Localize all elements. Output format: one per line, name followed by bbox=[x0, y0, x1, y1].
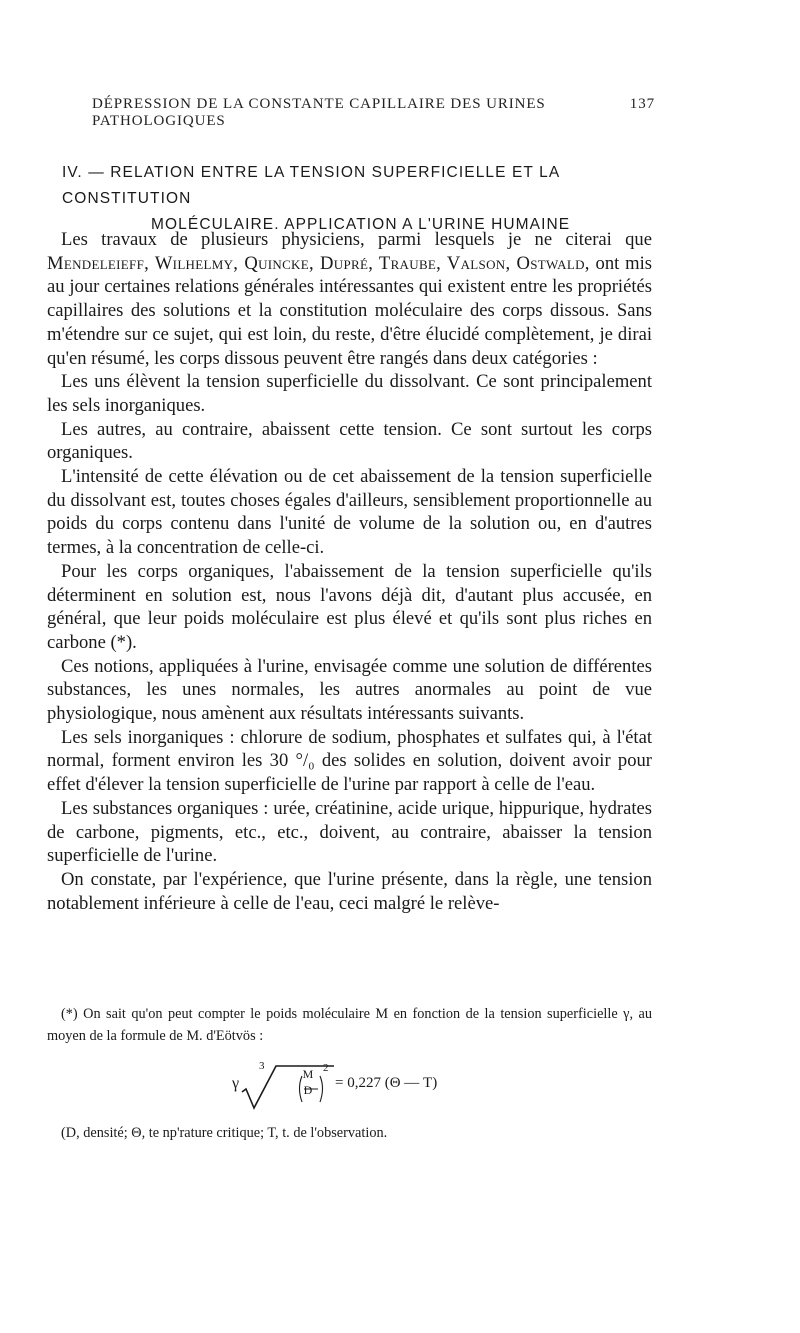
formula-exponent: 2 bbox=[323, 1062, 329, 1074]
footnote-legend: (D, densité; Θ, te np'rature critique; T, t. de l'observation. bbox=[61, 1125, 388, 1141]
paragraph-4: L'intensité de cette élévation ou de cet abaissement de la tension superficielle du dissolvant est, toutes choses égales d'ailleurs, sensiblement proportionnelle au poids du corps contenu dans l'unité de volume de la solution ou, en d'autres termes, à la concentration de celle-ci. bbox=[47, 466, 652, 559]
paragraph-7: Les sels inorganiques : chlorure de sodium, phosphates et sulfates qui, à l'état normal, forment environ les 30 °/₀ des solides en solution, doivent avoir pour effet d'élever la tension superficielle de l'urine par rapport à celle de l'eau. bbox=[47, 726, 652, 796]
section-title bbox=[60, 160, 660, 238]
formula-gamma: γ bbox=[232, 1075, 240, 1092]
paragraph-9: On constate, par l'expérience, que l'urine présente, dans la règle, une tension notablement inférieure à celle de l'eau, ceci malgré le relève- bbox=[47, 868, 652, 914]
section-title-line1: IV. — RELATION ENTRE LA TENSION SUPERFICIELLE ET LA CONSTITUTION bbox=[62, 164, 560, 207]
formula-fraction bbox=[298, 1066, 318, 1098]
formula-rhs: = 0,227 (Θ — T) bbox=[335, 1075, 438, 1091]
paragraph-1-intro: Les travaux de plusieurs physiciens, parmi lesquels je ne citerai que bbox=[61, 229, 652, 250]
paragraph-8: Les substances organiques : urée, créatinine, acide urique, hippurique, hydrates de carbone, pigments, etc., etc., doivent, au contraire, abaisser la tension superficielle de l'urine. bbox=[47, 797, 652, 867]
paragraph-2: Les uns élèvent la tension superficielle du dissolvant. Ce sont principalement les sels inorganiques. bbox=[47, 371, 652, 416]
paragraph-3: Les autres, au contraire, abaissent cette tension. Ce sont surtout les corps organiques. bbox=[47, 418, 652, 464]
formula-numerator: M bbox=[302, 1067, 314, 1081]
formula-root-index: 3 bbox=[259, 1060, 265, 1072]
paragraph-6: Ces notions, appliquées à l'urine, envisagée comme une solution de différentes substances, les unes normales, les autres anormales au point de vue physiologique, nous amènent aux résultats intéressants suivants. bbox=[47, 655, 652, 725]
physicist-names: Mendeleieff, Wilhelmy, Quincke, Dupré, Traube, Valson, Ostwald, bbox=[47, 252, 590, 274]
eotvos-formula bbox=[232, 1062, 492, 1112]
cube-root-sign-icon bbox=[240, 1062, 335, 1112]
formula-denominator: D bbox=[303, 1083, 313, 1097]
footnote bbox=[47, 1003, 652, 1047]
body-text bbox=[47, 228, 652, 915]
page-number: 137 bbox=[629, 96, 655, 112]
running-head bbox=[92, 96, 655, 130]
paragraph-1 bbox=[47, 228, 652, 370]
running-head-title: DÉPRESSION DE LA CONSTANTE CAPILLAIRE DES URINES PATHOLOGIQUES bbox=[92, 96, 546, 129]
footnote-text: (*) On sait qu'on peut compter le poids moléculaire M en fonction de la tension superficielle γ, au moyen de la formule de M. d'Eötvös : bbox=[47, 1006, 652, 1044]
paragraph-1-rest: ont mis au jour certaines relations générales intéressantes qui existent entre les propriétés capillaires des solutions et la constitution moléculaire des corps dissous. Sans m'étendre sur ce sujet, qui est loin, du reste, d'être élucidé complètement, je dirai qu'en résumé, les corps dissous peuvent être rangés dans deux catégories : bbox=[47, 252, 652, 369]
paragraph-5: Pour les corps organiques, l'abaissement de la tension superficielle qu'ils déterminent en solution est, nous l'avons déjà dit, d'autant plus accusée, en général, que leur poids moléculaire est plus élevé et qu'ils sont plus riches en carbone (*). bbox=[47, 560, 652, 653]
section-title-line2: MOLÉCULAIRE. APPLICATION A L'URINE HUMAINE bbox=[151, 216, 571, 233]
